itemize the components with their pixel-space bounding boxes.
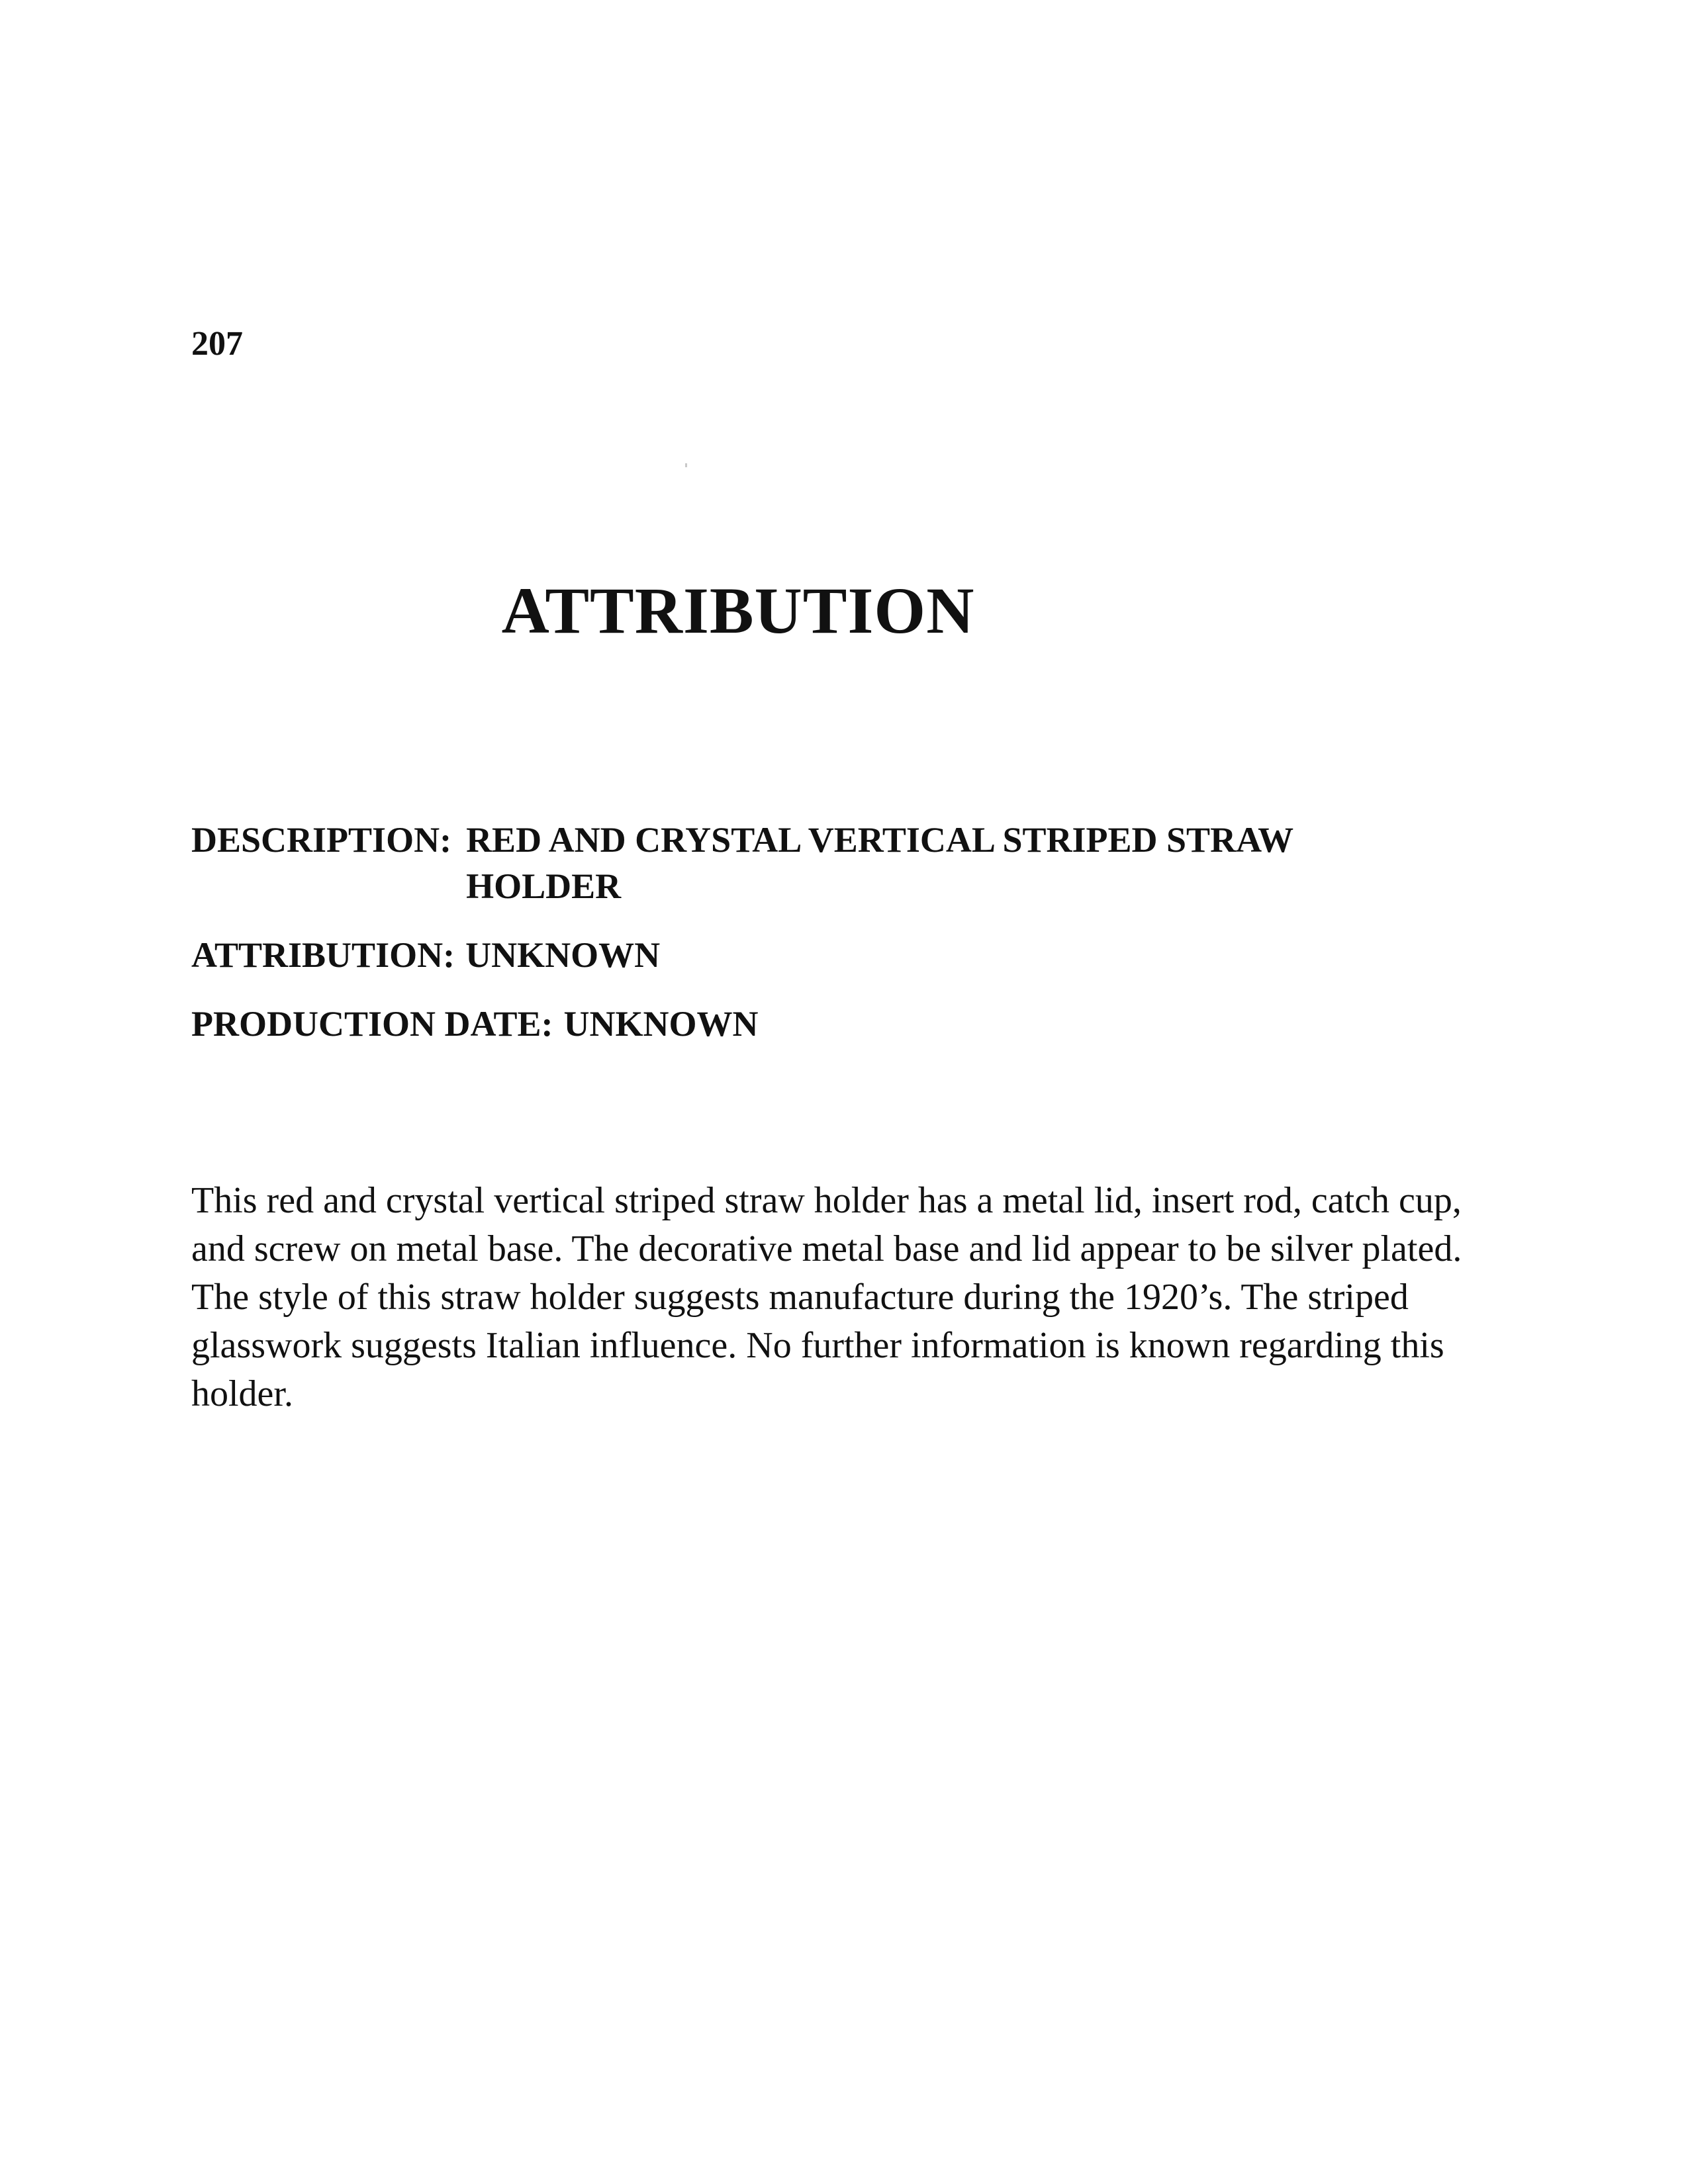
attribution-row xyxy=(191,932,1489,978)
production-date-label: PRODUCTION DATE: xyxy=(191,1004,553,1044)
attribution-label: ATTRIBUTION: xyxy=(191,935,455,975)
attribution-value: UNKNOWN xyxy=(465,935,661,975)
page-title: ATTRIBUTION xyxy=(501,574,975,647)
scan-speck xyxy=(685,463,687,467)
production-date-value: UNKNOWN xyxy=(563,1004,759,1044)
description-value: RED AND CRYSTAL VERTICAL STRIPED STRAW HOLDER xyxy=(466,820,1293,906)
metadata-block xyxy=(191,817,1489,1069)
description-row xyxy=(191,817,1489,909)
page-number: 207 xyxy=(191,325,243,363)
production-date-row xyxy=(191,1001,1489,1047)
description-label: DESCRIPTION: xyxy=(191,820,452,860)
body-paragraph: This red and crystal vertical striped straw holder has a metal lid, insert rod, catch cup, and screw on metal base. The decorative metal base and lid appear to be silver plated. The style of this straw holder suggests manufacture during the 1920’s. The striped glasswork suggests Italian influence. No further information is known regarding this holder. xyxy=(191,1180,1462,1414)
